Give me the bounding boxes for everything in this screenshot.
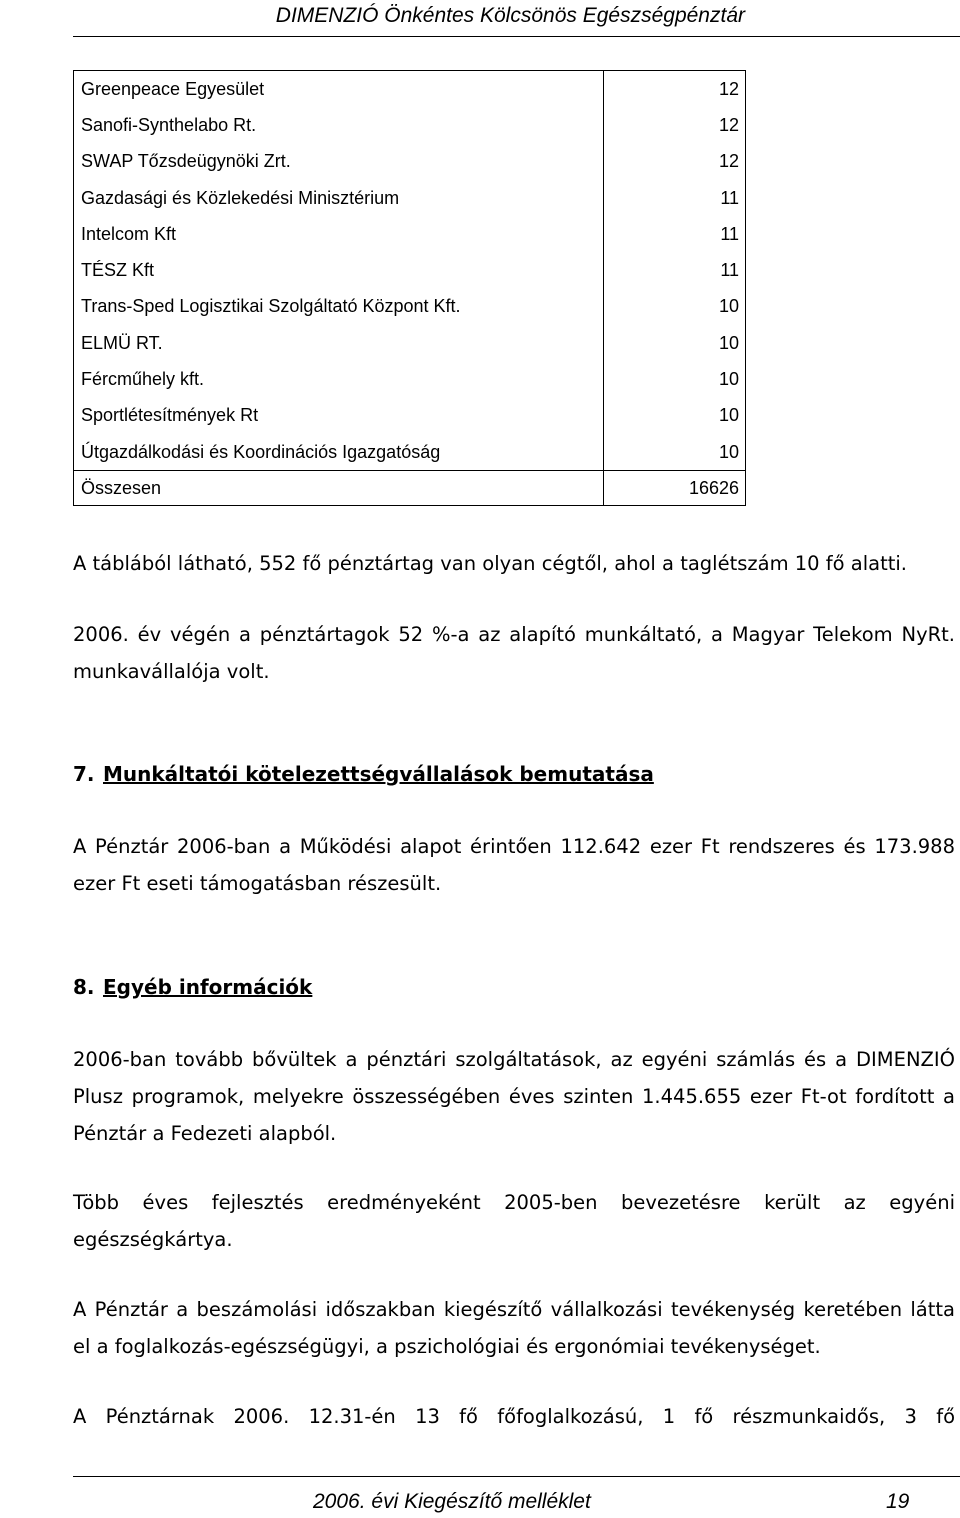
paragraph-supplementary-activity: A Pénztár a beszámolási időszakban kiegészítő vállalkozási tevékenység keretében látta el a foglalkozás-egészségügyi, a pszichológiai és ergonómiai tevékenységet.: [73, 1298, 955, 1358]
paragraph-health-card: Több éves fejlesztés eredményeként 2005-ben bevezetésre került az egyéni egészségkártya.: [73, 1191, 955, 1251]
employer-name: Intelcom Kft: [74, 216, 604, 252]
employer-name: Útgazdálkodási és Koordinációs Igazgatóság: [74, 434, 604, 471]
employer-name: ELMÜ RT.: [74, 325, 604, 361]
employer-name: TÉSZ Kft: [74, 252, 604, 288]
employer-name: SWAP Tőzsdeügynöki Zrt.: [74, 144, 604, 180]
table-row: [74, 144, 746, 180]
section-7-title: Munkáltatói kötelezettségvállalások bemutatása: [103, 762, 654, 786]
table-row: [74, 180, 746, 216]
member-count: 10: [604, 361, 746, 397]
member-count: 10: [604, 325, 746, 361]
table-row: [74, 398, 746, 434]
table-row: [74, 216, 746, 252]
paragraph-founder-share: 2006. év végén a pénztártagok 52 %-a az alapító munkáltató, a Magyar Telekom NyRt. munkavállalója volt.: [73, 623, 955, 683]
paragraph-small-employers: A táblából látható, 552 fő pénztártag van olyan cégtől, ahol a taglétszám 10 fő alatti.: [73, 552, 907, 575]
footer-divider: [73, 1476, 960, 1477]
paragraph-services: 2006-ban tovább bővültek a pénztári szolgáltatások, az egyéni számlás és a DIMENZIÓ Plusz programok, melyekre összességében éves szinten 1.445.655 ezer Ft-ot fordított a Pénztár a Fedezeti alapból.: [73, 1048, 955, 1145]
member-count: 12: [604, 71, 746, 108]
table-row: [74, 289, 746, 325]
employer-name: Greenpeace Egyesület: [74, 71, 604, 108]
section-8-title: Egyéb információk: [103, 975, 313, 999]
employer-name: Sportlétesítmények Rt: [74, 398, 604, 434]
page-number: 19: [886, 1490, 910, 1513]
header-divider: [73, 36, 960, 37]
member-count: 10: [604, 398, 746, 434]
section-8-heading: [73, 975, 312, 999]
paragraph-staff: A Pénztárnak 2006. 12.31-én 13 fő főfoglalkozású, 1 fő részmunkaidős, 3 fő: [73, 1405, 955, 1428]
employer-member-table: [73, 70, 746, 506]
table-row: [74, 71, 746, 108]
table-row: [74, 325, 746, 361]
section-7-number: 7.: [73, 762, 95, 786]
member-count: 10: [604, 289, 746, 325]
employer-name: Fércműhely kft.: [74, 361, 604, 397]
section-8-number: 8.: [73, 975, 95, 999]
footer-title: 2006. évi Kiegészítő melléklet: [313, 1490, 591, 1513]
employer-name: Gazdasági és Közlekedési Minisztérium: [74, 180, 604, 216]
member-count: 11: [604, 216, 746, 252]
total-label: Összesen: [74, 471, 604, 506]
table-row: [74, 434, 746, 471]
table-row: [74, 252, 746, 288]
member-count: 11: [604, 180, 746, 216]
total-count: 16626: [604, 471, 746, 506]
paragraph-employer-support: A Pénztár 2006-ban a Működési alapot érintően 112.642 ezer Ft rendszeres és 173.988 ezer Ft eseti támogatásban részesült.: [73, 835, 955, 895]
page-header-title: DIMENZIÓ Önkéntes Kölcsönös Egészségpénztár: [275, 4, 745, 27]
section-7-heading: [73, 762, 654, 786]
member-count: 10: [604, 434, 746, 471]
employer-name: Sanofi-Synthelabo Rt.: [74, 107, 604, 143]
member-count: 11: [604, 252, 746, 288]
member-count: 12: [604, 144, 746, 180]
table-row: [74, 361, 746, 397]
employer-name: Trans-Sped Logisztikai Szolgáltató Központ Kft.: [74, 289, 604, 325]
table-total-row: [74, 471, 746, 506]
table-row: [74, 107, 746, 143]
member-count: 12: [604, 107, 746, 143]
